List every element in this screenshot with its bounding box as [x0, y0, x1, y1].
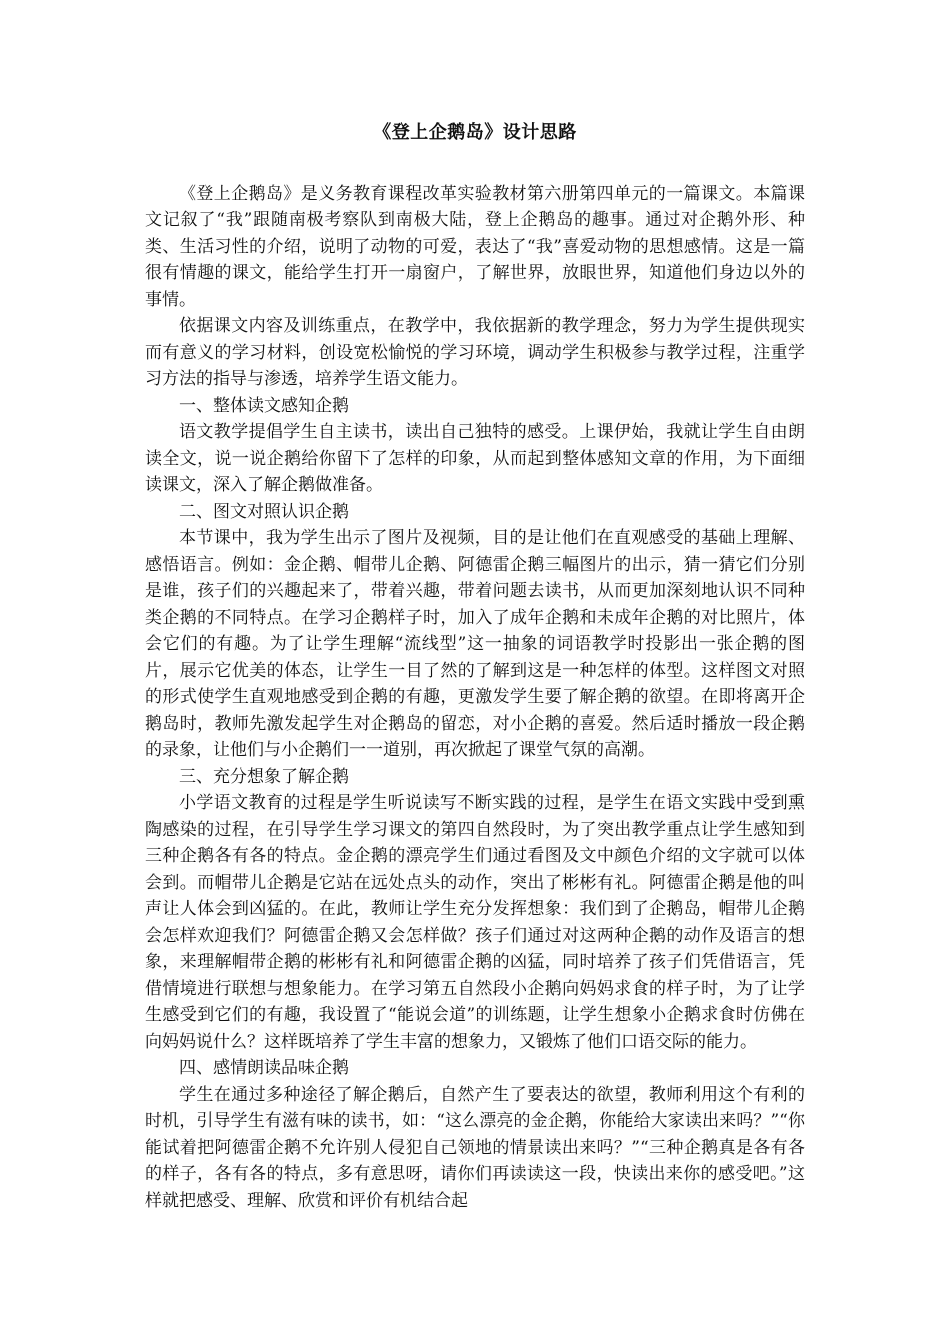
section-heading: 四、感情朗读品味企鹅	[179, 1058, 349, 1078]
document-body	[145, 181, 805, 1215]
paragraph: 依据课文内容及训练重点，在教学中，我依据新的教学理念，努力为学生提供现实而有意义的学习材料，创设宽松愉悦的学习环境，调动学生积极参与教学过程，注重学习方法的指导与渗透，培养学生语文能力。	[145, 316, 805, 389]
paragraph: 学生在通过多种途径了解企鹅后，自然产生了要表达的欲望，教师利用这个有利的时机，引导学生有滋有味的读书，如：“这么漂亮的金企鹅，你能给大家读出来吗？”“你能试着把阿德雷企鹅不允许别人侵犯自己领地的情景读出来吗？”“三种企鹅真是各有各的样子，各有各的特点，多有意思呀，请你们再读读这一段，快读出来你的感受吧。”这样就把感受、理解、欣赏和评价有机结合起	[145, 1084, 805, 1211]
paragraph: 《登上企鹅岛》是义务教育课程改革实验教材第六册第四单元的一篇课文。本篇课文记叙了“我”跟随南极考察队到南极大陆，登上企鹅岛的趣事。通过对企鹅外形、种类、生活习性的介绍，说明了动物的可爱，表达了“我”喜爱动物的思想感情。这是一篇很有情趣的课文，能给学生打开一扇窗户，了解世界，放眼世界，知道他们身边以外的事情。	[145, 183, 805, 310]
paragraph: 小学语文教育的过程是学生听说读写不断实践的过程，是学生在语文实践中受到熏陶感染的过程，在引导学生学习课文的第四自然段时，为了突出教学重点让学生感知到三种企鹅各有各的特点。金企鹅的漂亮学生们通过看图及文中颜色介绍的文字就可以体会到。而帽带儿企鹅是它站在远处点头的动作，突出了彬彬有礼。阿德雷企鹅是他的叫声让人体会到凶猛的。在此，教师让学生充分发挥想象：我们到了企鹅岛，帽带儿企鹅会怎样欢迎我们？阿德雷企鹅又会怎样做？孩子们通过对这两种企鹅的动作及语言的想象，来理解帽带企鹅的彬彬有礼和阿德雷企鹅的凶猛，同时培养了孩子们凭借语言，凭借情境进行联想与想象能力。在学习第五自然段小企鹅向妈妈求食的样子时，为了让学生感受到它们的有趣，我设置了“能说会道”的训练题，让学生想象小企鹅求食时仿佛在向妈妈说什么？这样既培养了学生丰富的想象力，又锻炼了他们口语交际的能力。	[145, 793, 805, 1052]
paragraph: 本节课中，我为学生出示了图片及视频，目的是让他们在直观感受的基础上理解、感悟语言。例如：金企鹅、帽带儿企鹅、阿德雷企鹅三幅图片的出示，猜一猜它们分别是谁，孩子们的兴趣起来了，带着兴趣，带着问题去读书，从而更加深刻地认识不同种类企鹅的不同特点。在学习企鹅样子时，加入了成年企鹅和未成年企鹅的对比照片，体会它们的有趣。为了让学生理解“流线型”这一抽象的词语教学时投影出一张企鹅的图片，展示它优美的体态，让学生一目了然的了解到这是一种怎样的体型。这样图文对照的形式使学生直观地感受到企鹅的有趣，更激发学生要了解企鹅的欲望。在即将离开企鹅岛时，教师先激发起学生对企鹅岛的留恋，对小企鹅的喜爱。然后适时播放一段企鹅的录象，让他们与小企鹅们一一道别，再次掀起了课堂气氛的高潮。	[145, 528, 805, 760]
section-heading: 一、整体读文感知企鹅	[179, 395, 349, 416]
section-heading: 三、充分想象了解企鹅	[179, 766, 349, 787]
document-title: 《登上企鹅岛》设计思路	[373, 122, 577, 143]
section-heading: 二、图文对照认识企鹅	[179, 501, 349, 522]
document-page	[145, 120, 805, 1214]
paragraph: 语文教学提倡学生自主读书，读出自己独特的感受。上课伊始，我就让学生自由朗读全文，说一说企鹅给你留下了怎样的印象，从而起到整体感知文章的作用，为下面细读课文，深入了解企鹅做准备。	[145, 422, 805, 495]
